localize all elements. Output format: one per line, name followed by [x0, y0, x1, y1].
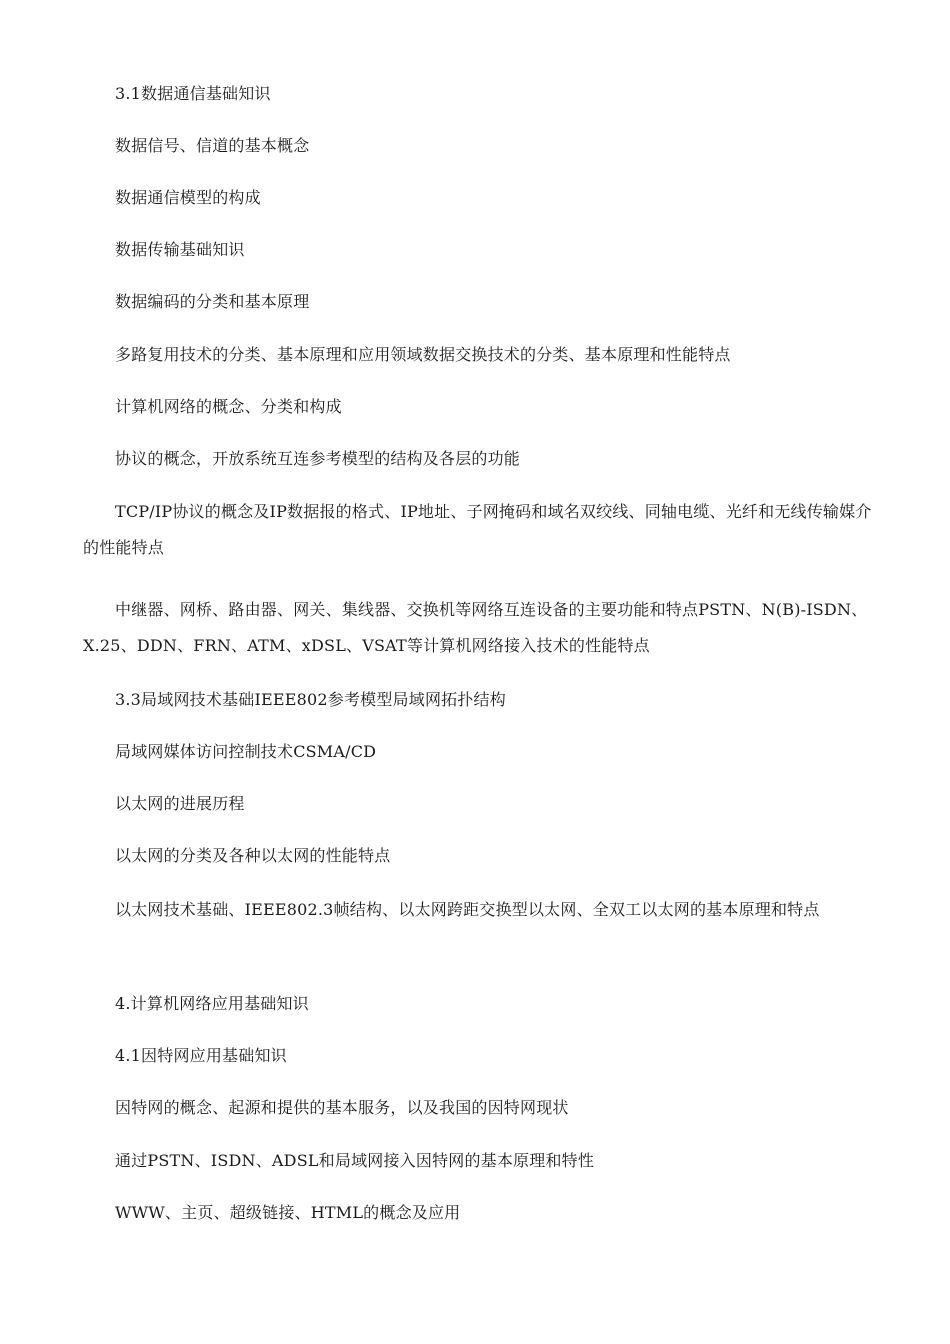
- paragraph-4: 数据传输基础知识: [115, 240, 245, 259]
- paragraph-12: 局域网媒体访问控制技术CSMA/CD: [115, 742, 377, 761]
- paragraph-5: 数据编码的分类和基本原理: [115, 292, 310, 311]
- paragraph-19: 通过PSTN、ISDN、ADSL和局域网接入因特网的基本原理和特性: [115, 1151, 595, 1170]
- paragraph-11: 3.3局域网技术基础IEEE802参考模型局域网拓扑结构: [115, 690, 506, 709]
- paragraph-18: 因特网的概念、起源和提供的基本服务，以及我国的因特网现状: [115, 1098, 569, 1117]
- paragraph-9: TCP/IP协议的概念及IP数据报的格式、IP地址、子网掩码和域名双绞线、同轴电缆、光纤和无线传输媒介的性能特点: [83, 502, 872, 557]
- paragraph-1: 3.1数据通信基础知识: [115, 84, 271, 103]
- paragraph-17: 4.1因特网应用基础知识: [115, 1046, 287, 1065]
- paragraph-16: 4.计算机网络应用基础知识: [115, 994, 309, 1013]
- paragraph-3: 数据通信模型的构成: [115, 188, 261, 207]
- paragraph-20: WWW、主页、超级链接、HTML的概念及应用: [115, 1203, 461, 1222]
- paragraph-13: 以太网的进展历程: [115, 794, 245, 813]
- paragraph-7: 计算机网络的概念、分类和构成: [115, 397, 342, 416]
- paragraph-14: 以太网的分类及各种以太网的性能特点: [115, 846, 391, 865]
- paragraph-10: 中继器、网桥、路由器、网关、集线器、交换机等网络互连设备的主要功能和特点PSTN、N(B)-ISDN、X.25、DDN、FRN、ATM、xDSL、VSAT等计算机网络接入技术的性能特点: [83, 600, 868, 655]
- paragraph-2: 数据信号、信道的基本概念: [115, 136, 310, 155]
- paragraph-6: 多路复用技术的分类、基本原理和应用领域数据交换技术的分类、基本原理和性能特点: [115, 345, 731, 364]
- paragraph-15: 以太网技术基础、IEEE802.3帧结构、以太网跨距交换型以太网、全双工以太网的基本原理和特点: [115, 900, 820, 919]
- paragraph-8: 协议的概念，开放系统互连参考模型的结构及各层的功能: [115, 449, 521, 468]
